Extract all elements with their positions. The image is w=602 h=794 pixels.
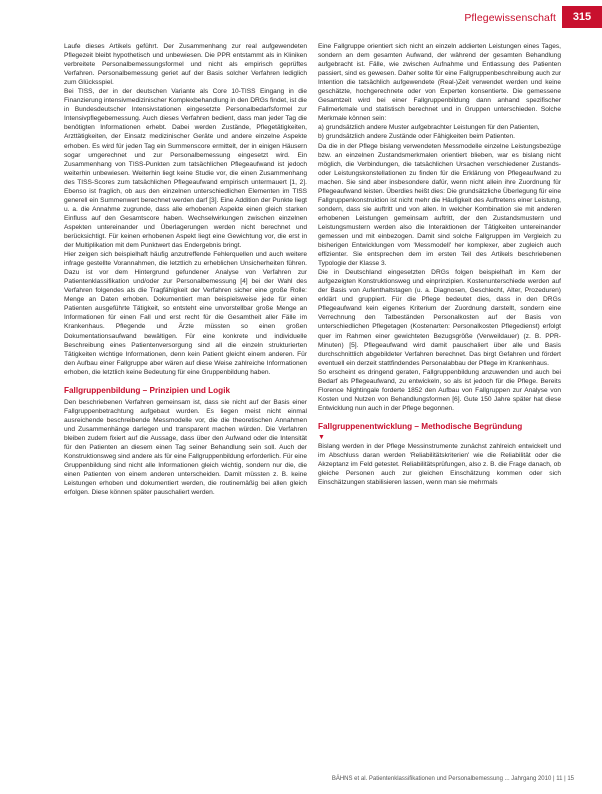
list-marker: a)	[318, 124, 324, 132]
list-marker: b)	[318, 133, 324, 141]
page-footer-citation: BÄHNS et al. Patientenklassifikationen und Personalbemessung ... Jahrgang 2010 | 11 | 15	[331, 776, 574, 782]
paragraph: Bislang werden in der Pflege Messinstrumente zunächst zahlreich entwickelt und im Abschluss daran werden 'Reliabilitätskriterien' wie die Reliabilität oder die Akzeptanz im Feld getestet. Reliabilitätsprüfungen, also z. B. die Frage danach, ob gleiche Personen auch zur gleichen Einschätzung kommen oder sich Einschätzungen stabilisieren lassen, wenn man sie mehrmals	[318, 442, 561, 487]
paragraph: Die in Deutschland eingesetzten DRGs folgen beispielhaft im Kern der aufgezeigten Konstruktionsweg und einprinzipien. Kostenunterschiede werden auf der Basis von Aufenthaltstagen (u. a. Diagnosen, Geschlecht, Alter, Prozeduren) erklärt und gruppiert. Für die Pflege bedeutet dies, dass in den DRGs Pflegeaufwand kein eigenes Kriterium der Zuordnung darstellt, sondern eine Verrechnung den Tatbeständen Personalkosten auf der Basis von unterschiedlichen Pflegetagen (Kostenarten: Personalkosten Pflegedienst) erfolgt quer im Rahmen einer gewichteten Bezugsgröße (Verweildauer) (z. B. PPR-Minuten) [5]. Pflegeaufwand wird damit pauschaliert über alle und Basis durchschnittlich abgebildeter Verfahren berechnet. Das birgt Gefahren und fördert eventuell ein derzeit stattfindendes Personalabbau der Pflege im Krankenhaus.	[318, 269, 561, 367]
paragraph: Eine Fallgruppe orientiert sich nicht an einzeln addierten Leistungen eines Tages, sondern an dem gesamten Aufwand, der während der gesamten Behandlung aufgebracht ist. Fälle, wie zwischen Aufnahme und Entlassung des Patienten passiert, sind es gewesen. Daher sollte für eine Fallgruppenbeschreibung auch zur Intention die tatsächlich aufgewendete (Real-)Zeit verwendet werden und keine geschätzte, hochgerechnete oder von Experten konsentierte. Die gemessene Gesamtzeit wird bei einer Fallgruppenbildung dann anhand spezifischer Fallmerkmale und statistisch berechnet und in Gruppen unterschieden. Solche Merkmale können sein:	[318, 43, 561, 123]
list-item	[318, 132, 561, 141]
section-heading: Fallgruppenentwicklung – Methodische Begründung	[318, 421, 523, 431]
paragraph: So erscheint es dringend geraten, Fallgruppenbildung anzuwenden und auch bei Bedarf als Pflegeaufwand, zu entwickeln, so als ist jedoch für die Pflege. Bereits Florence Nightingale forderte 1852 den Aufbau von Fallgruppen zur Analyse von Kosten und Nutzen von Behandlungsformen [6]. Gute 150 Jahre später hat diese Entwicklung nun auch in der Pflege begonnen.	[318, 368, 561, 412]
journal-section-title: Pflegewissenschaft	[464, 12, 556, 24]
right-column	[318, 42, 561, 487]
left-column	[64, 42, 307, 497]
list-item-text: grundsätzlich andere Zustände oder Fähigkeiten beim Patienten.	[325, 133, 516, 141]
paragraph: Da die in der Pflege bislang verwendeten Messmodelle einzelne Leistungsbezüge bzw. an einzelnen Zustandsmerkmalen orientiert blieben, war es bislang nicht möglich, die Verbindungen, die tatsächlichen Ursachen verschiedener Zustands- oder Leistungskonstellationen zu finden für die Erklärung von Pflegeaufwand zu machen. Sie sind aber insbesondere dafür, wenn nicht allein ihre Zuordnung für Pflegeaufwand leisten. Überdies heißt dies: Die grundsätzliche Überlegung für eine Fallgruppenkonstruktion ist nicht mehr die Häufigkeit des Auftretens einer Leistung, sondern, dass sie auftritt und von allen. In welcher Kombination sie mit anderen erhobenen Leistungen gemeinsam auftritt, der den Zustandsmustern und Leistungsmustern werden also die Interaktionen der Tätigkeiten untereinander gemessen und mit einbezogen. Damit sind solche Fallgruppen im Vergleich zu bisherigen Entwicklungen vom 'Messmodell' her komplexer, aber zugleich auch effizienter. Sie entsprechen dem im ersten Teil des Artikels beschriebenen Typologie der Klasse 3.	[318, 142, 561, 268]
paragraph: Hier zeigen sich beispielhaft häufig anzutreffende Fehlerquellen und auch weitere infrage gestellte Vorannahmen, die letztlich zu erheblichen Unsicherheiten führen. Dazu ist vor dem Hintergrund gefundener Analyse von Verfahren zur Patientenklassifikation und/oder zur Personalbemessung [4] bei der Wahl des Verfahren folgendes als die Tragfähigkeit der Verfahren sicher eine große Rolle: Menge an Daten erhoben. Dokumentiert man beispielsweise jede für einen Patienten ausgeführte Tätigkeit, so entsteht eine unvorstellbar große Menge an Informationen für einen Fall und erst recht für die Gesamtheit aller Fälle im Krankenhaus. Pflegende und Ärzte müssten so einen großen Dokumentationsaufwand bewältigen. Für eine konkrete und individuelle Beschreibung eines Patientenversorgung sind all die einzeln strukturierten Tätigkeiten wichtige Informationen, denn kein Patient gleicht einem anderen. Für den Aufbau einer Fallgruppe aber wären auf diese Weise zahlreiche Informationen erhoben, die letztlich keine Bedeutung für eine Gruppenbildung haben.	[64, 251, 307, 376]
section-heading: Fallgruppenbildung – Prinzipien und Logik	[64, 385, 231, 395]
list-item-text: grundsätzlich andere Muster aufgebrachter Leistungen für den Patienten,	[325, 124, 540, 132]
paragraph: Bei TISS, der in der deutschen Variante als Core 10-TISS Eingang in die Finanzierung intensivmedizinischer Komplexbehandlung in den DRGs findet, ist die in Bundesdeutscher Intensivstationen eingesetzte Personalbedarfsformel zur Intensivpflegebemessung. Auch dieses Verfahren bedient, dass man jeder Tag die benötigten Informationen erhebt. Dabei werden Zustände, Pflegetätigkeiten, Arzttätigkeiten, der Einsatz medizinischer Geräte und andere einzelne Aspekte erhoben. Es wird für jeden Tag ein Summenscore ermittelt, der in einigen Häusern sogar umgerechnet und zur Personalbemessung eingesetzt wird. Ein Zusammenhang von TISS-Punkten zum tatsächlichen Pflegeaufwand ist jedoch weiterhin unbewiesen. Weiterhin liegt keine Studie vor, die einen Zusammenhang des TISS-Scores zum tatsächlichen Pflegeaufwand empirisch untermauert [1, 2]. Ebenso ist fraglich, ob aus den einzelnen unterschiedlichen Elementen im TISS generell ein Summenwert berechnet werden darf [3]. Eine Addition der Punkte liegt u. a. die Annahme zugrunde, dass alle erhobenen Aspekte einen gleich starken Einfluss auf den Gesamtscore haben. Wechselwirkungen zwischen einzelnen Aspekten untereinander und Überlagerungen werden nicht berechnet und berücksichtigt. Für keinen erhobenen Aspekt liegt eine Gewichtung vor, die erst in der Multiplikation mit dem Punktwert das Endergebnis bringt.	[64, 88, 308, 250]
page-number-badge: 315	[562, 6, 602, 28]
paragraph: Den beschriebenen Verfahren gemeinsam ist, dass sie nicht auf der Basis einer Fallgruppenbetrachtung aufgebaut wurden. Es liegen meist nicht einmal ausreichende beschreibende Messmodelle vor, die die theoretischen Annahmen und Zusammenhänge darlegen und transparent machen würden. Die Verfahren bleiben zudem fixiert auf die Aussage, dass über den Aufwand oder die Intensität für den Patienten an diesem einen Tag seiner Behandlung sein soll. Auch der Konstruktionsweg sind andere als für eine Fallgruppenbildung erforderlich. Für eine Gruppenbildung sind nicht alle Informationen gleich wichtig, sondern nur die, die einen Patienten von einem anderen unterscheiden. Damit müssten z. B. keine Leistungen erhoben und dokumentiert werden, die routinemäßig bei allen gleich erfolgen. Diese können später pauschaliert werden.	[64, 398, 308, 497]
arrow-down-icon: ▼	[318, 433, 325, 441]
list-item	[318, 123, 561, 132]
paragraph: Laufe dieses Artikels geführt. Der Zusammenhang zur real aufgewendeten Pflegezeit bleibt hypothetisch und unbewiesen. Die PPR entstammt als in Kliniken verbreitete Personalbemessungsformel und nicht als empirisch geprüftes Verfahren. Personalbemessung geriet auf der Basis solcher Verfahren lediglich zum Glücksspiel.	[64, 43, 307, 87]
